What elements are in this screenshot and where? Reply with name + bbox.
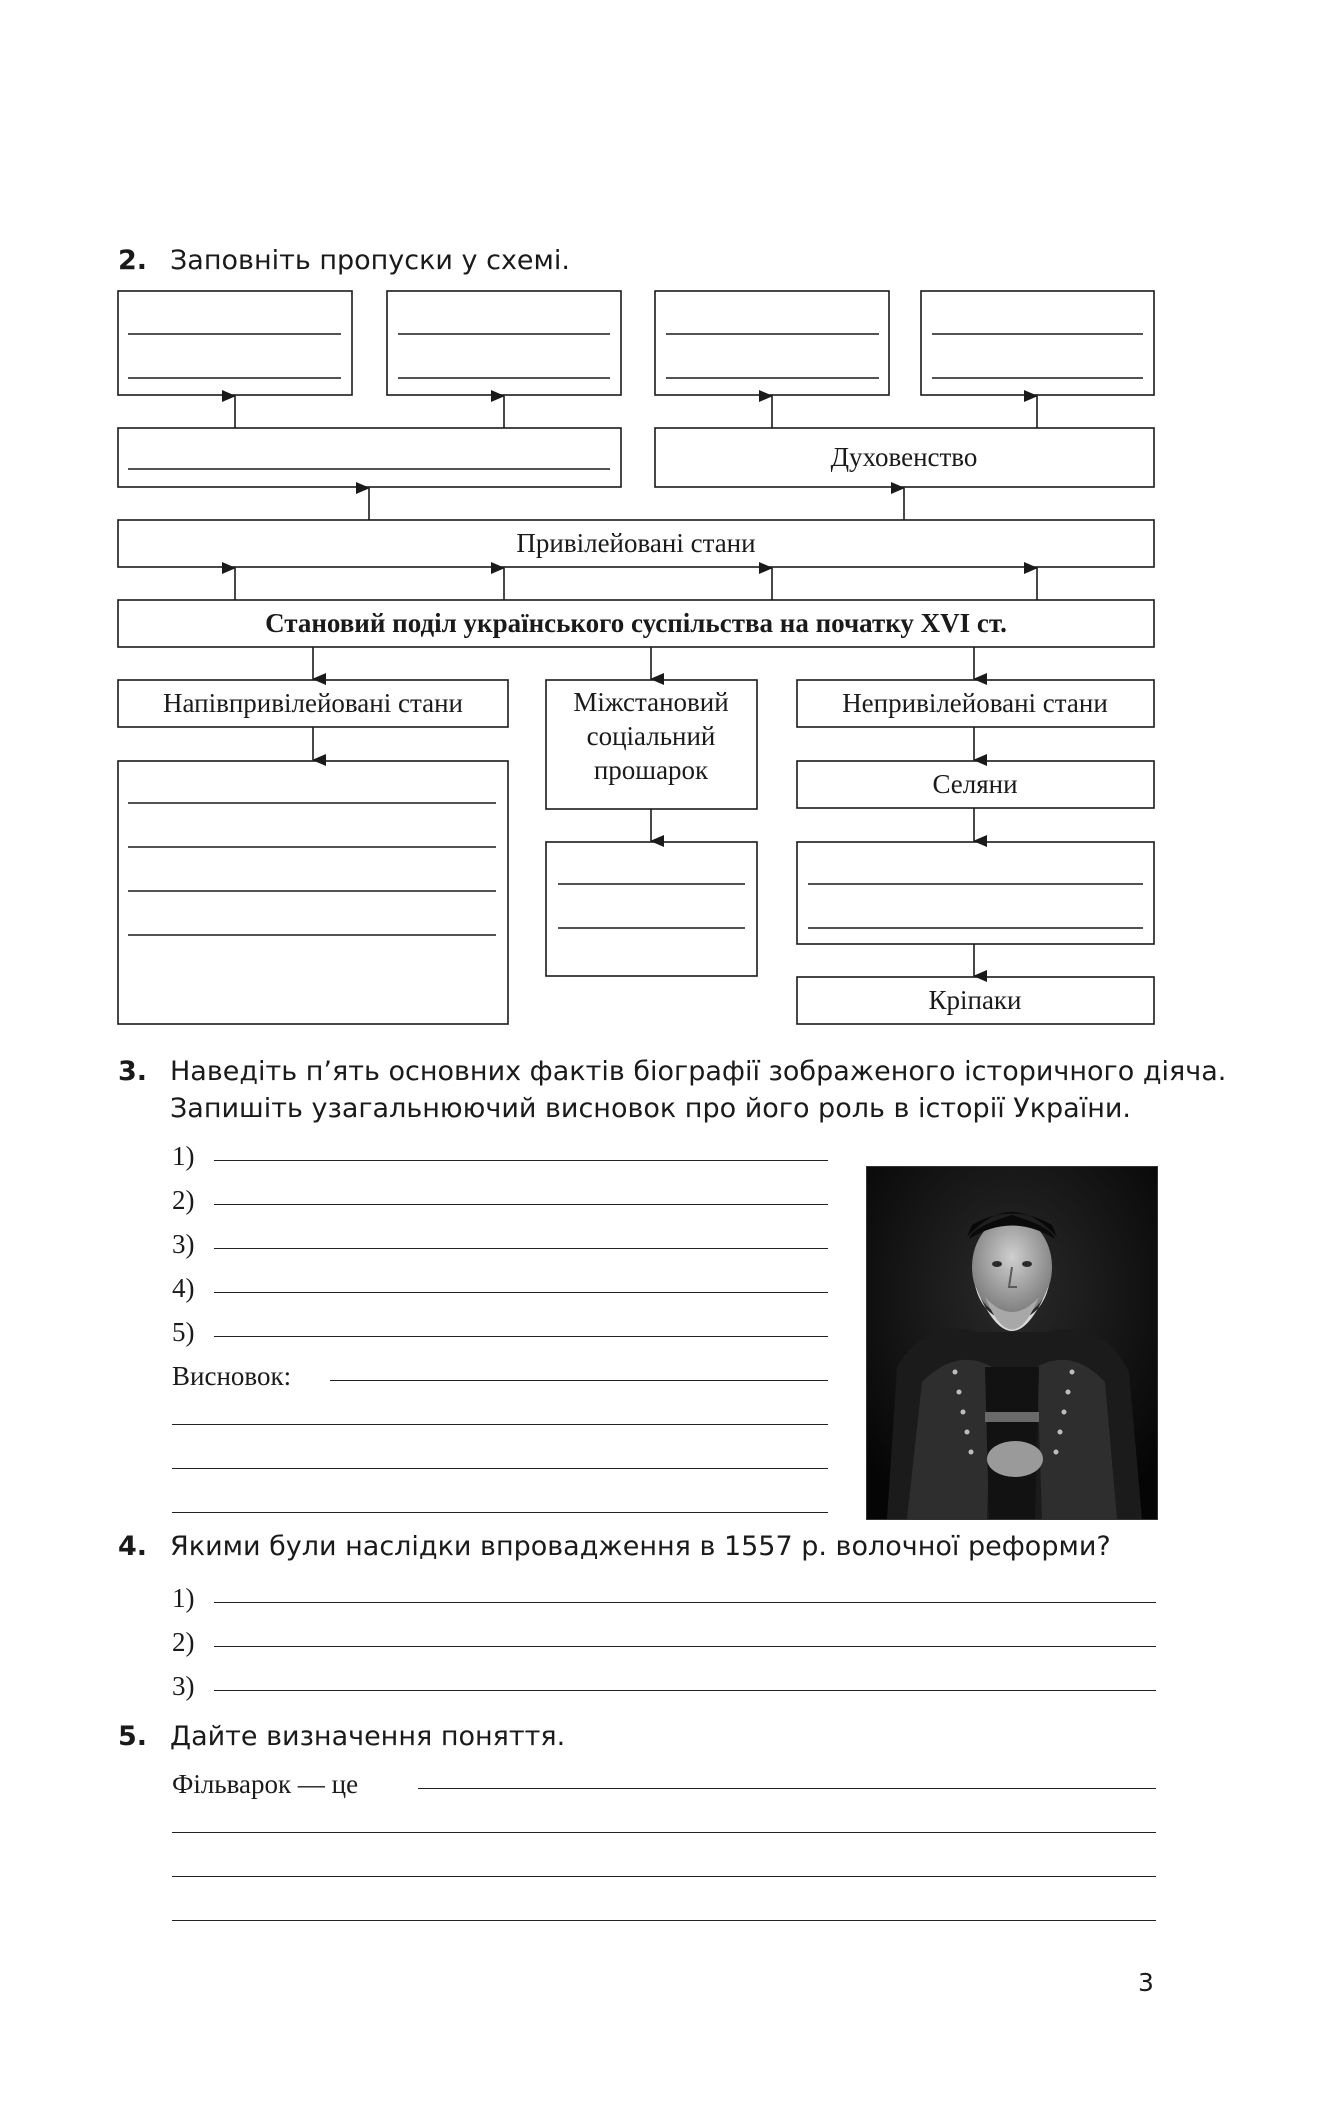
task-number: 3. [118, 1056, 148, 1087]
task-text: Якими були наслідки впровадження в 1557 р. волочної реформи? [170, 1531, 1111, 1562]
answer-line[interactable] [214, 1248, 828, 1249]
list-item-number: 4) [172, 1273, 195, 1303]
task-text: Дайте визначення поняття. [170, 1721, 566, 1752]
answer-line[interactable] [214, 1646, 1156, 1647]
answer-line[interactable] [330, 1380, 828, 1381]
task-text-line-1: Наведіть п’ять основних фактів біографії зображеного історичного діяча. [170, 1056, 1227, 1087]
class-division-diagram [0, 0, 1339, 1040]
portrait-image [866, 1166, 1158, 1520]
blank-box-semi-privileged [118, 761, 508, 1024]
answer-line[interactable] [214, 1292, 828, 1293]
answer-line[interactable] [214, 1204, 828, 1205]
blank-box-secular-feudals [118, 428, 621, 487]
list-item-number: 3) [172, 1229, 195, 1259]
task-number: 2. [118, 245, 148, 276]
page-number: 3 [1138, 1968, 1154, 1997]
term-label: Фільварок — це [172, 1769, 359, 1799]
task-number: 4. [118, 1531, 148, 1562]
answer-line[interactable] [172, 1468, 828, 1469]
list-item-number: 2) [172, 1185, 195, 1215]
list-item-number: 2) [172, 1627, 195, 1657]
answer-line[interactable] [172, 1876, 1156, 1877]
answer-line[interactable] [214, 1160, 828, 1161]
label-root: Становий поділ українського суспільства на початку XVI ст. [265, 608, 1007, 638]
label-serfs: Кріпаки [928, 985, 1022, 1015]
answer-line[interactable] [418, 1788, 1156, 1789]
label-semi-privileged: Напівпривілейовані стани [163, 688, 463, 718]
task-text: Заповніть пропуски у схемі. [170, 245, 570, 276]
answer-line[interactable] [172, 1920, 1156, 1921]
blank-box-clergy-1 [655, 291, 889, 395]
list-item-number: 1) [172, 1141, 195, 1171]
list-item-number: 3) [172, 1671, 195, 1701]
answer-line[interactable] [172, 1832, 1156, 1833]
answer-line[interactable] [214, 1690, 1156, 1691]
task-number: 5. [118, 1721, 148, 1752]
portrait-drawing [867, 1167, 1157, 1519]
answer-line[interactable] [172, 1424, 828, 1425]
label-unprivileged: Непривілейовані стани [842, 688, 1108, 718]
diagram-arrows [235, 396, 1037, 976]
label-peasants: Селяни [932, 769, 1018, 799]
answer-line[interactable] [214, 1336, 828, 1337]
blank-box-intermediate [546, 842, 757, 976]
label-privileged: Привілейовані стани [516, 528, 756, 558]
task-text-line-2: Запишіть узагальнюючий висновок про його роль в історії України. [170, 1093, 1132, 1124]
label-intermediate-3: прошарок [593, 755, 709, 785]
list-item-number: 1) [172, 1583, 195, 1613]
blank-box-clergy-2 [921, 291, 1154, 395]
answer-line[interactable] [214, 1602, 1156, 1603]
answer-line[interactable] [172, 1512, 828, 1513]
label-clergy: Духовенство [830, 442, 978, 472]
blank-box-secular-1 [118, 291, 352, 395]
label-intermediate-2: соціальний [586, 721, 716, 751]
list-item-number: 5) [172, 1317, 195, 1347]
label-intermediate-1: Міжстановий [573, 687, 729, 717]
conclusion-label: Висновок: [172, 1361, 292, 1391]
blank-box-secular-2 [387, 291, 621, 395]
